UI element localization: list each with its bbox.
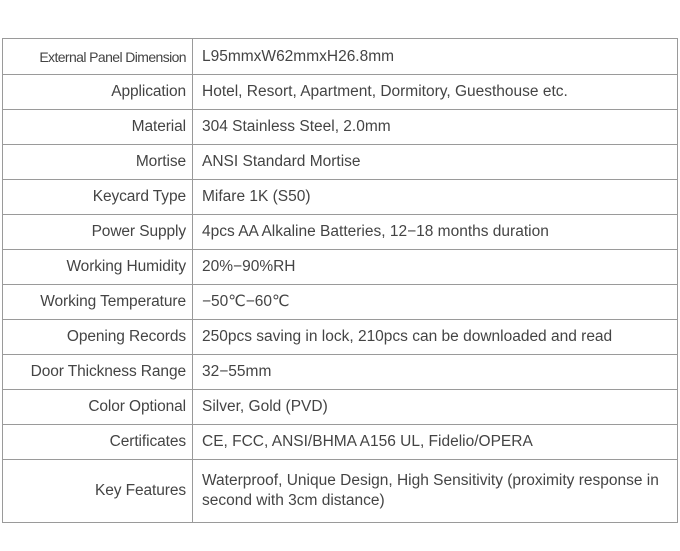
spec-label: Application xyxy=(3,75,193,110)
spec-row xyxy=(3,250,678,285)
spec-value: Silver, Gold (PVD) xyxy=(193,390,678,425)
spec-label: External Panel Dimension xyxy=(3,39,193,75)
spec-row xyxy=(3,110,678,145)
spec-value: L95mmxW62mmxH26.8mm xyxy=(193,39,678,75)
spec-row xyxy=(3,460,678,523)
spec-label: Working Humidity xyxy=(3,250,193,285)
spec-value: 304 Stainless Steel, 2.0mm xyxy=(193,110,678,145)
spec-row xyxy=(3,390,678,425)
spec-label: Opening Records xyxy=(3,320,193,355)
spec-label: Color Optional xyxy=(3,390,193,425)
spec-label: Keycard Type xyxy=(3,180,193,215)
spec-value: 250pcs saving in lock, 210pcs can be downloaded and read xyxy=(193,320,678,355)
spec-label: Certificates xyxy=(3,425,193,460)
spec-value: ANSI Standard Mortise xyxy=(193,145,678,180)
spec-label: Door Thickness Range xyxy=(3,355,193,390)
spec-label: Working Temperature xyxy=(3,285,193,320)
spec-value: Mifare 1K (S50) xyxy=(193,180,678,215)
spec-row xyxy=(3,285,678,320)
spec-row xyxy=(3,145,678,180)
spec-row xyxy=(3,425,678,460)
spec-row xyxy=(3,355,678,390)
spec-row xyxy=(3,215,678,250)
spec-row xyxy=(3,320,678,355)
spec-value: 32−55mm xyxy=(193,355,678,390)
spec-row xyxy=(3,180,678,215)
spec-label: Power Supply xyxy=(3,215,193,250)
spec-value: 4pcs AA Alkaline Batteries, 12−18 months duration xyxy=(193,215,678,250)
spec-row xyxy=(3,75,678,110)
spec-value: Hotel, Resort, Apartment, Dormitory, Guesthouse etc. xyxy=(193,75,678,110)
spec-value: Waterproof, Unique Design, High Sensitivity (proximity response in second with 3cm distance) xyxy=(193,460,678,523)
spec-row xyxy=(3,39,678,75)
spec-table xyxy=(2,38,678,523)
spec-value: 20%−90%RH xyxy=(193,250,678,285)
spec-value: CE, FCC, ANSI/BHMA A156 UL, Fidelio/OPERA xyxy=(193,425,678,460)
spec-label: Key Features xyxy=(3,460,193,523)
spec-label: Material xyxy=(3,110,193,145)
spec-label: Mortise xyxy=(3,145,193,180)
spec-value: −50℃−60℃ xyxy=(193,285,678,320)
